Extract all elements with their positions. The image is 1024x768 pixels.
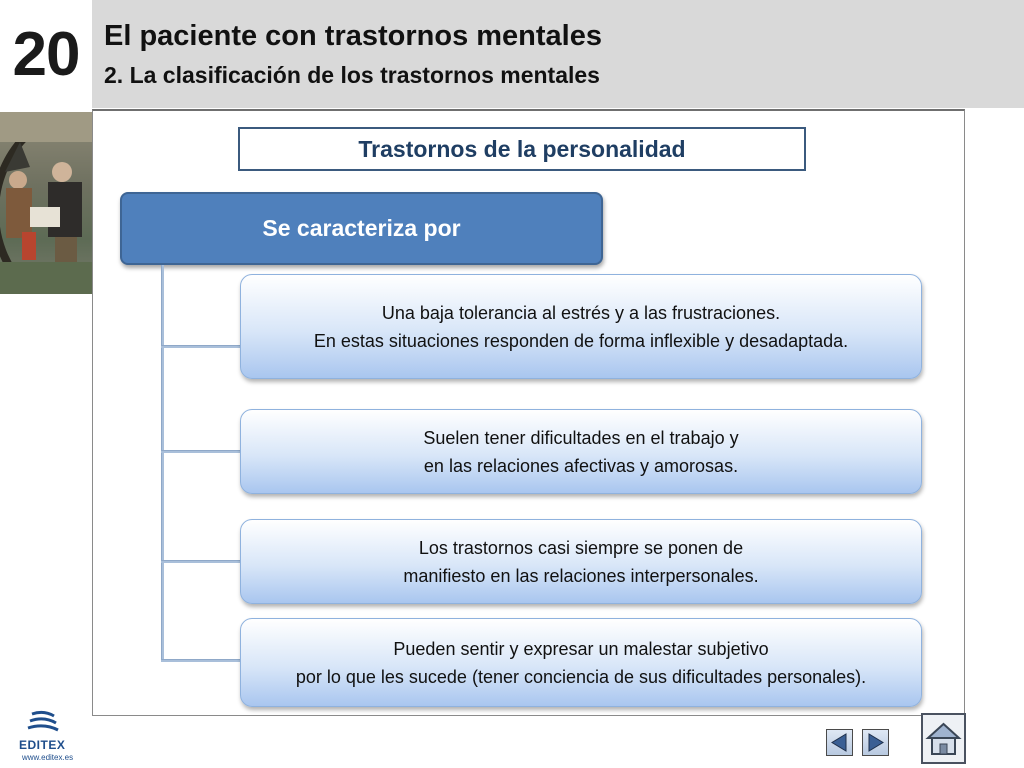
item-line: en las relaciones afectivas y amorosas. [423, 455, 739, 476]
item-line: por lo que les sucede (tener conciencia de sus dificultades personales). [295, 666, 867, 687]
connector-branch [161, 560, 243, 563]
logo-url: www.editex.es [22, 753, 74, 762]
diagram-item [240, 409, 922, 494]
item-line: Una baja tolerancia al estrés y a las frustraciones. [381, 302, 781, 323]
chapter-number: 20 [12, 19, 80, 89]
page-title: El paciente con trastornos mentales [104, 20, 602, 52]
prev-button[interactable] [826, 729, 853, 756]
diagram-item [240, 519, 922, 604]
triangle-right-icon [863, 730, 888, 755]
diagram-item [240, 274, 922, 379]
item-line: En estas situaciones responden de forma inflexible y desadaptada. [313, 330, 849, 351]
connector-branch [161, 659, 243, 662]
main-node: Se caracteriza por [120, 192, 603, 265]
connector-vertical [161, 265, 164, 661]
connector-branch [161, 345, 243, 348]
header-painting-image [0, 112, 93, 294]
item-line: Los trastornos casi siempre se ponen de [418, 537, 744, 558]
triangle-left-icon [827, 730, 852, 755]
next-button[interactable] [862, 729, 889, 756]
page-subtitle: 2. La clasificación de los trastornos mentales [104, 62, 600, 88]
header-bar [92, 0, 1024, 108]
item-line: Suelen tener dificultades en el trabajo y [423, 427, 739, 448]
item-line: Pueden sentir y expresar un malestar subjetivo [393, 638, 769, 659]
connector-branch [161, 450, 243, 453]
section-title: Trastornos de la personalidad [238, 127, 806, 171]
diagram-item [240, 618, 922, 707]
logo-name: EDITEX [19, 738, 66, 752]
item-line: manifiesto en las relaciones interpersonales. [403, 565, 759, 586]
home-button[interactable] [921, 713, 966, 764]
home-icon [923, 715, 964, 762]
